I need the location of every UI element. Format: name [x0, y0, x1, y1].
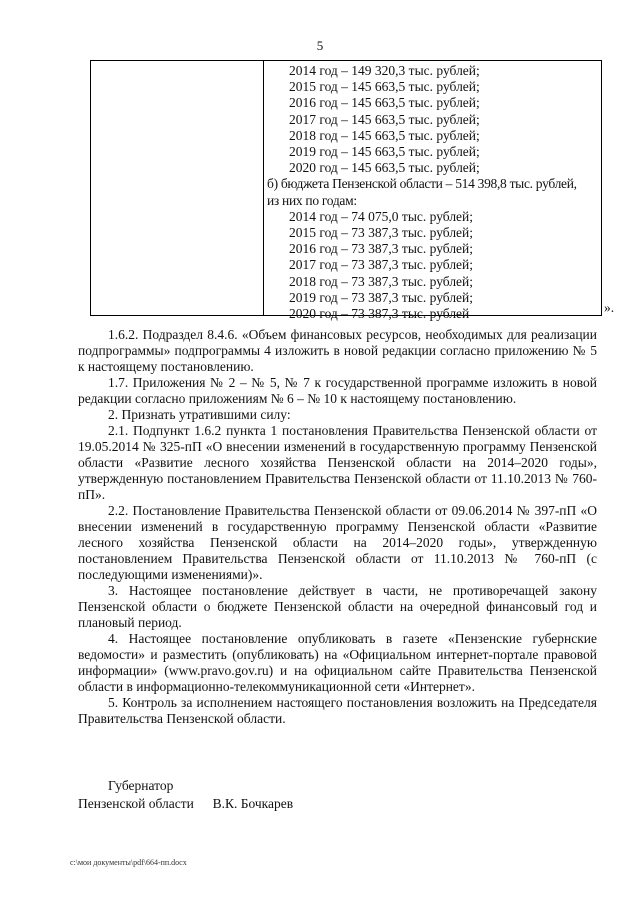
year-row: 2016 год – 145 663,5 тыс. рублей; — [289, 95, 480, 111]
year-row: 2014 год – 74 075,0 тыс. рублей; — [289, 208, 474, 224]
year-row: 2017 год – 145 663,5 тыс. рублей; — [289, 111, 480, 127]
year-row: 2018 год – 145 663,5 тыс. рублей; — [289, 127, 480, 143]
section-b-heading: б) бюджета Пензенской области – 514 398,8 тыс. рублей, — [267, 176, 577, 192]
paragraph: 4. Настоящее постановление опубликовать в газете «Пензенские губернские ведомости» и разместить (опубликовать) на «Официальном интернет-портале правовой информации» (www.pravo.gov.ru) и на официальном сайте Правительства Пензенской области в информационно-телекоммуникационной сети «Интернет». — [78, 631, 597, 694]
year-row: 2020 год – 73 387,3 тыс. рублей — [289, 306, 470, 322]
funding-table — [90, 60, 602, 322]
signatory-name: В.К. Бочкарев — [212, 796, 294, 811]
year-row: 2014 год – 149 320,3 тыс. рублей; — [289, 63, 480, 78]
document-body — [78, 327, 597, 727]
year-row: 2018 год – 73 387,3 тыс. рублей; — [289, 273, 474, 289]
page-number: 5 — [316, 38, 324, 53]
year-row: 2019 год – 145 663,5 тыс. рублей; — [289, 144, 480, 160]
table-column-divider — [263, 61, 264, 315]
file-path: c:\мои документы\pdf\664-пп.docx — [70, 858, 187, 867]
year-row: 2017 год – 73 387,3 тыс. рублей; — [289, 257, 474, 273]
year-row: 2015 год – 73 387,3 тыс. рублей; — [289, 225, 474, 241]
signature-block — [78, 777, 293, 813]
signatory-region: Пензенской области — [78, 796, 194, 811]
year-row: 2016 год – 73 387,3 тыс. рублей; — [289, 241, 474, 257]
year-row: 2019 год – 73 387,3 тыс. рублей; — [289, 289, 474, 305]
paragraph: 3. Настоящее постановление действует в части, не противоречащей закону Пензенской области о бюджете Пензенской области на очередной финансовый год и плановый период. — [78, 583, 597, 630]
paragraph: 1.6.2. Подраздел 8.4.6. «Объем финансовых ресурсов, необходимых для реализации подпрограммы» подпрограммы 4 изложить в новой редакции согласно приложению № 5 к настоящему постановлению. — [78, 327, 597, 374]
section-b-subheading: из них по годам: — [267, 192, 357, 208]
paragraph: 1.7. Приложения № 2 – № 5, № 7 к государственной программе изложить в новой редакции согласно приложениям № 6 – № 10 к настоящему постановлению. — [78, 375, 597, 406]
paragraph: 2.1. Подпункт 1.6.2 пункта 1 постановления Правительства Пензенской области от 19.05.2014 № 325-пП «О внесении изменений в государственную программу Пензенской области «Развитие лесного хозяйства Пензенской области на 2014–2020 годы», утвержденную постановлением Правительства Пензенской области от 11.10.2013 № 760-пП». — [78, 423, 597, 502]
paragraph: 2. Признать утратившими силу: — [108, 407, 291, 422]
paragraph: 2.2. Постановление Правительства Пензенской области от 09.06.2014 № 397-пП «О внесении изменений в государственную программу Пензенской области «Развитие лесного хозяйства Пензенской области на 2014–2020 годы», утвержденную постановлением Правительства Пензенской области от 11.10.2013 № 760-пП (с последующими изменениями)». — [78, 503, 597, 582]
closing-quote: ». — [604, 300, 615, 315]
signatory-title: Губернатор — [108, 778, 174, 793]
funding-table-cell — [267, 63, 599, 322]
paragraph: 5. Контроль за исполнением настоящего постановления возложить на Председателя Правительства Пензенской области. — [78, 695, 597, 726]
signatory-line — [78, 795, 293, 813]
year-row: 2020 год – 145 663,5 тыс. рублей; — [289, 160, 480, 176]
year-row: 2015 год – 145 663,5 тыс. рублей; — [289, 79, 480, 95]
